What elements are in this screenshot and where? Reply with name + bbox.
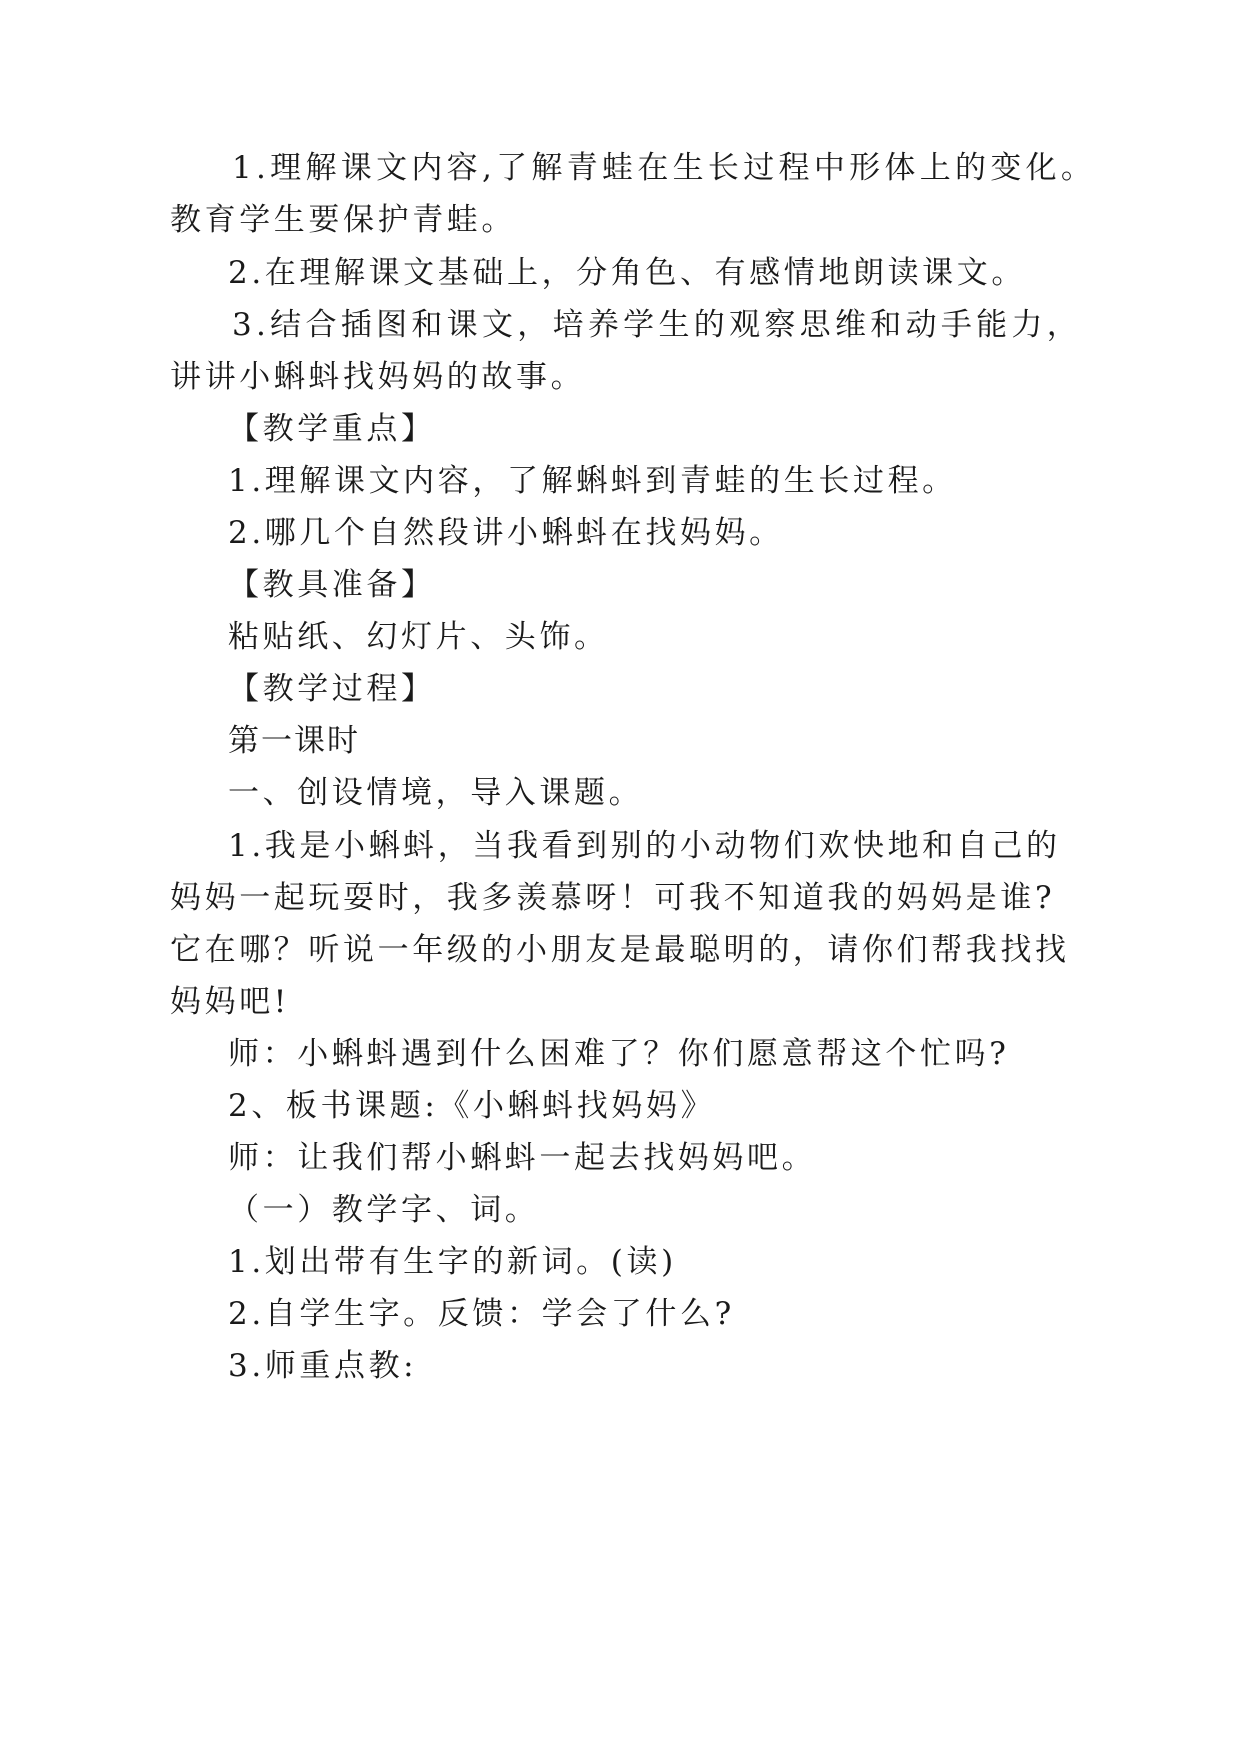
- objective-3-line-1: 3.结合插图和课文，培养学生的观察思维和动手能力，: [232, 307, 1083, 343]
- key-point-1: 1.理解课文内容，了解蝌蚪到青蛙的生长过程。: [228, 463, 957, 499]
- lesson-label: 第一课时: [228, 723, 360, 759]
- key-points-heading: 【教学重点】: [228, 411, 436, 447]
- process-heading: 【教学过程】: [228, 671, 436, 707]
- materials-heading: 【教具准备】: [228, 567, 436, 603]
- step-3: 3.师重点教:: [228, 1348, 418, 1384]
- objective-2: 2.在理解课文基础上，分角色、有感情地朗读课文。: [228, 255, 1026, 291]
- paragraph-1-line-2: 妈妈一起玩耍时，我多羡慕呀！可我不知道我的妈妈是谁?: [170, 880, 1056, 916]
- objective-3-line-2: 讲讲小蝌蚪找妈妈的故事。: [170, 359, 586, 395]
- materials-text: 粘贴纸、幻灯片、头饰。: [228, 619, 609, 655]
- step-2: 2.自学生字。反馈：学会了什么?: [228, 1296, 735, 1332]
- objective-1-line-1: 1.理解课文内容,了解青蛙在生长过程中形体上的变化。: [232, 150, 1097, 186]
- objective-1-line-2: 教育学生要保护青蛙。: [170, 202, 516, 238]
- board-title: 2、板书课题:《小蝌蚪找妈妈》: [228, 1088, 716, 1124]
- paragraph-1-line-1: 1.我是小蝌蚪，当我看到别的小动物们欢快地和自己的: [228, 828, 1061, 864]
- paragraph-1-line-3: 它在哪？听说一年级的小朋友是最聪明的，请你们帮我找找: [170, 932, 1070, 968]
- section-1-title: 一、创设情境，导入课题。: [228, 775, 644, 811]
- step-1: 1.划出带有生字的新词。(读): [228, 1244, 677, 1280]
- paragraph-1-line-4: 妈妈吧!: [170, 984, 290, 1020]
- teacher-statement-2: 师：让我们帮小蝌蚪一起去找妈妈吧。: [228, 1140, 817, 1176]
- subsection-1-title: （一）教学字、词。: [228, 1192, 540, 1228]
- teacher-question-1: 师：小蝌蚪遇到什么困难了？你们愿意帮这个忙吗?: [228, 1036, 1010, 1072]
- key-point-2: 2.哪几个自然段讲小蝌蚪在找妈妈。: [228, 515, 784, 551]
